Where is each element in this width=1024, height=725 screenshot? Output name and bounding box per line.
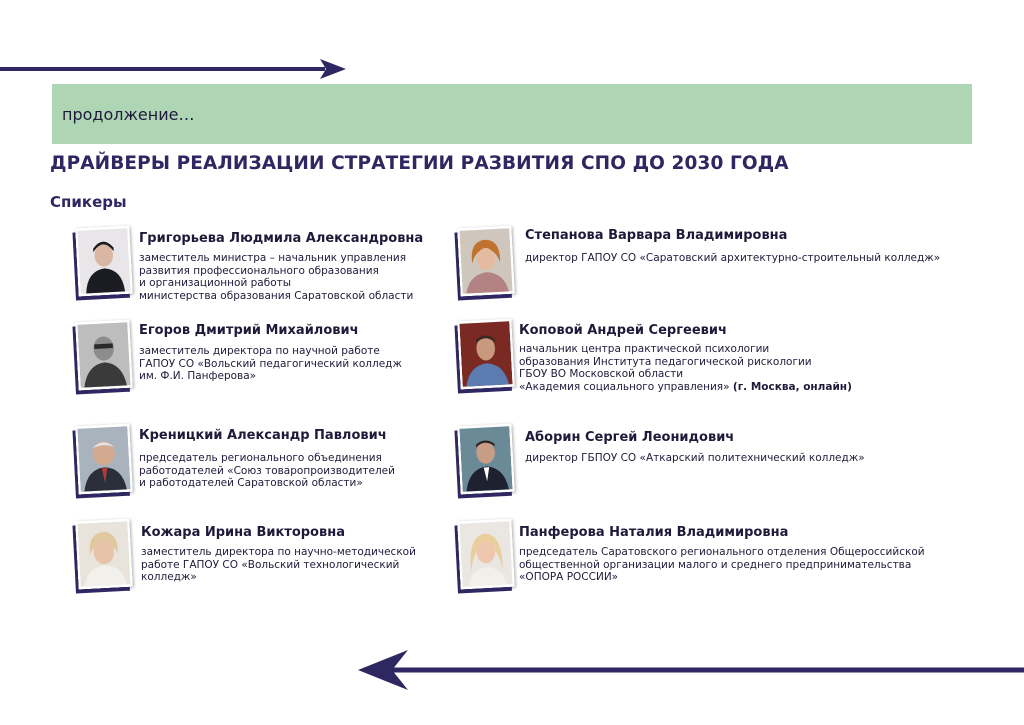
speaker-role: начальник центра практической психологии образования Института педагогической рискологии ГБОУ ВО Московской области «Академия социального управления» (г. Москва, онлайн) <box>519 343 852 393</box>
banner <box>52 84 972 144</box>
speaker-role: заместитель директора по научно-методической работе ГАПОУ СО «Вольский технологический колледж» <box>141 546 416 583</box>
speaker-photo <box>75 424 132 495</box>
arrow-right-icon <box>0 56 350 82</box>
speaker-name: Егоров Дмитрий Михайлович <box>139 323 359 338</box>
speaker-name: Коповой Андрей Сергеевич <box>519 323 727 338</box>
speaker-name: Кожара Ирина Викторовна <box>141 525 345 540</box>
arrow-left-icon <box>352 648 1024 692</box>
speaker-name: Креницкий Александр Павлович <box>139 428 387 443</box>
speaker-photo <box>457 226 514 297</box>
speaker-role: заместитель министра – начальник управления развития профессионального образования и организационной работы министерства образования Саратовской области <box>139 252 414 302</box>
speaker-role: директор ГАПОУ СО «Саратовский архитектурно-строительный колледж» <box>525 252 941 264</box>
section-title: Спикеры <box>50 193 127 211</box>
speaker-name: Степанова Варвара Владимировна <box>525 228 788 243</box>
speaker-photo <box>457 319 514 390</box>
banner-text: продолжение… <box>62 105 195 124</box>
speaker-role: председатель Саратовского регионального отделения Общероссийской общественной организации малого и среднего предпринимательства «ОПОРА РОССИИ» <box>519 546 925 583</box>
speaker-role: заместитель директора по научной работе ГАПОУ СО «Вольский педагогический колледж им. Ф.И. Панферова» <box>139 345 402 382</box>
speaker-name: Аборин Сергей Леонидович <box>525 430 735 445</box>
speaker-photo <box>75 519 132 590</box>
speaker-photo <box>457 424 514 495</box>
speaker-role: председатель регионального объединения работодателей «Союз товаропроизводителей и работодателей Саратовской области» <box>139 452 395 489</box>
speaker-photo <box>457 519 514 590</box>
speaker-photo <box>75 226 132 297</box>
speaker-name: Григорьева Людмила Александровна <box>139 231 424 246</box>
speaker-name: Панферова Наталия Владимировна <box>519 525 789 540</box>
page-title: ДРАЙВЕРЫ РЕАЛИЗАЦИИ СТРАТЕГИИ РАЗВИТИЯ СПО ДО 2030 ГОДА <box>50 153 789 174</box>
speaker-photo <box>75 320 132 391</box>
speaker-role: директор ГБПОУ СО «Аткарский политехнический колледж» <box>525 452 865 464</box>
